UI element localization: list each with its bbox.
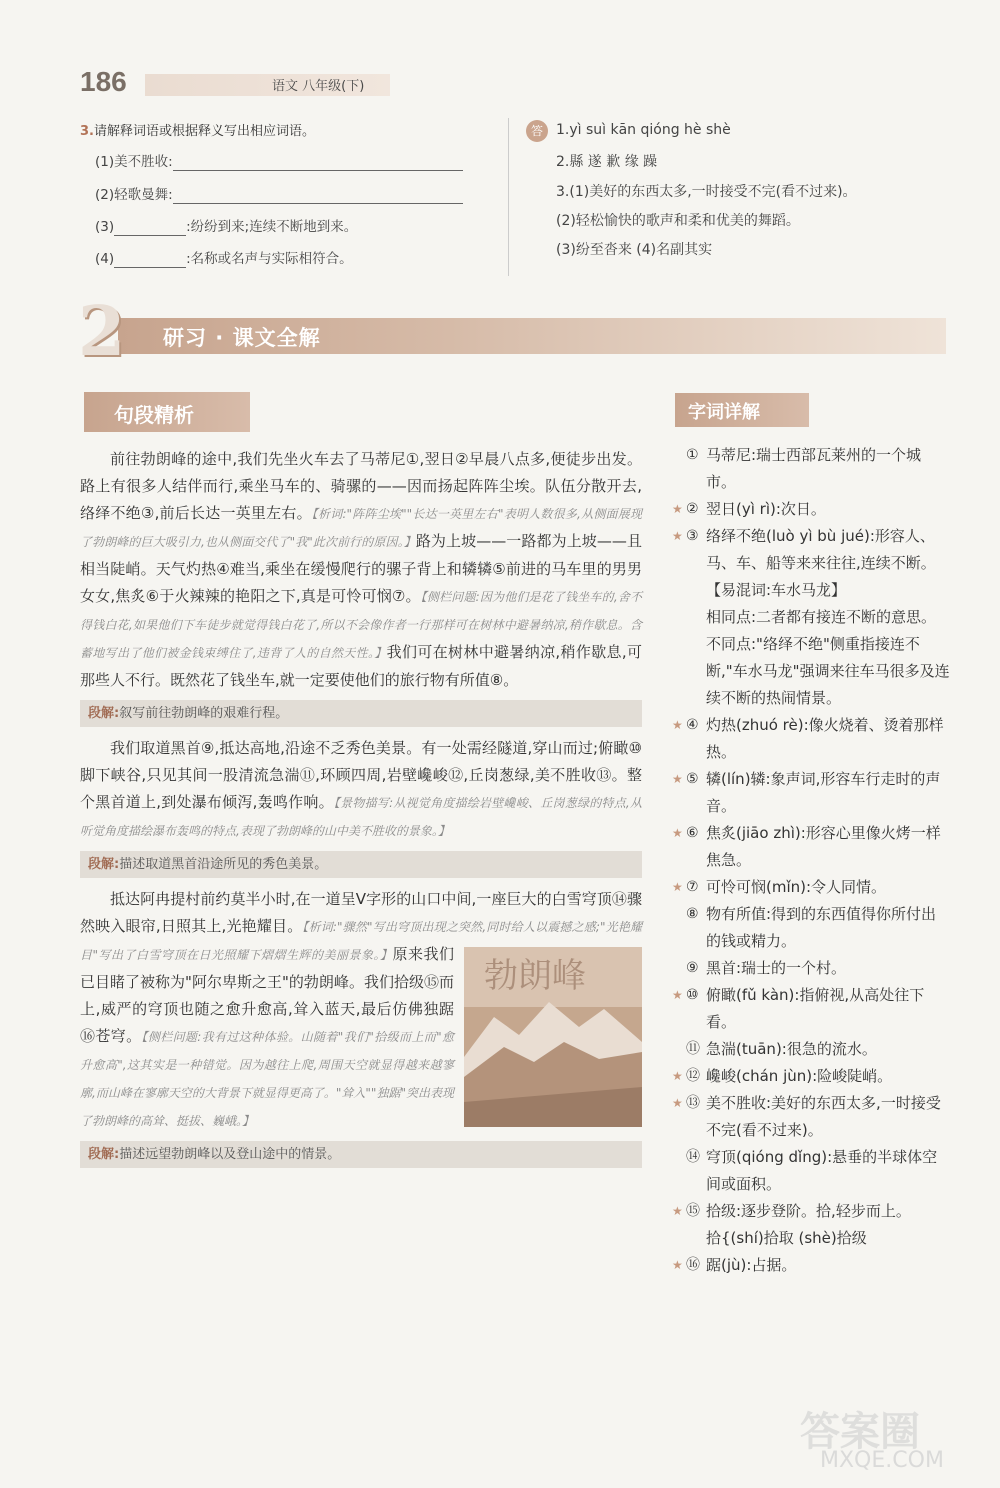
exercise-item-label: (4) bbox=[95, 251, 115, 267]
summary-label: 段解: bbox=[88, 1147, 120, 1162]
summary-label: 段解: bbox=[88, 857, 120, 872]
glossary-entry bbox=[672, 1036, 950, 1063]
glossary-subnote: 不同点:"络绎不绝"侧重指接连不断,"车水马龙"强调来往车马很多及连续不断的热闹情景。 bbox=[706, 635, 950, 707]
section-number: 2 bbox=[78, 292, 126, 372]
glossary-subnote: 【易混词:车水马龙】 bbox=[706, 581, 847, 599]
entry-text: 穹顶(qióng dǐng):悬垂的半球体空间或面积。 bbox=[706, 1148, 938, 1193]
summary-text: 叙写前往勃朗峰的艰难行程。 bbox=[119, 706, 289, 721]
answer-blank[interactable] bbox=[173, 154, 463, 171]
glossary-entry bbox=[672, 1252, 950, 1279]
entry-text: 美不胜收:美好的东西太多,一时接受不完(看不过来)。 bbox=[706, 1094, 941, 1139]
entry-number: ③ bbox=[686, 528, 699, 544]
star-icon: ★ bbox=[672, 1258, 683, 1272]
column-divider bbox=[508, 118, 509, 276]
page-number: 186 bbox=[80, 66, 127, 97]
glossary-entry bbox=[672, 1063, 950, 1090]
star-icon: ★ bbox=[672, 988, 683, 1002]
entry-number: ⑮ bbox=[686, 1203, 700, 1219]
star-icon: ★ bbox=[672, 718, 683, 732]
star-icon: ★ bbox=[672, 880, 683, 894]
entry-text: 黑首:瑞士的一个村。 bbox=[706, 959, 847, 977]
exercise-item-label: (1)美不胜收: bbox=[95, 154, 173, 170]
entry-number: ⑧ bbox=[686, 906, 699, 922]
annotation-note: 【析词:"阵阵尘埃""长达一英里左右"表明人数很多,从侧面展现了勃朗峰的巨大吸引力,也从侧面交代了"我"此次前行的原因。】 bbox=[80, 507, 642, 549]
glossary-entry bbox=[672, 1090, 950, 1144]
entry-number: ⑤ bbox=[686, 771, 699, 787]
annotation-note: 【景物描写:从视觉角度描绘岩壁巉峻、丘岗葱绿的特点,从听觉角度描绘瀑布轰鸣的特点,表现了勃朗峰的山中美不胜收的景象。】 bbox=[80, 796, 642, 838]
entry-text: 络绎不绝(luò yì bù jué):形容人、马、车、船等来来往往,连续不断。 bbox=[706, 527, 936, 572]
passage-text: 我们可在树林中避暑纳凉,稍作歇息,可那些人不行。既然花了钱坐车,就一定要使他们的旅行物有所值⑧。 bbox=[80, 643, 642, 689]
answer-blank[interactable] bbox=[114, 219, 186, 236]
entry-text: 焦炙(jiāo zhì):形容心里像火烤一样焦急。 bbox=[706, 824, 941, 869]
entry-text: 拾级:逐步登阶。拾,轻步而上。 bbox=[706, 1202, 911, 1220]
mont-blanc-illustration bbox=[464, 947, 642, 1127]
exercise-item bbox=[95, 183, 463, 204]
mountain-image bbox=[464, 947, 642, 1127]
paragraph-summary bbox=[80, 851, 642, 878]
exercise-item-definition: :名称或名声与实际相符合。 bbox=[186, 251, 353, 267]
glossary-entry bbox=[672, 874, 950, 901]
entry-number: ⑯ bbox=[686, 1257, 700, 1273]
glossary-entry bbox=[672, 982, 950, 1036]
passage-text: 原来我们已目睹了被称为"阿尔卑斯之王"的勃朗峰。我们拾级⑮而上,威严的穹顶也随之愈升愈高,耸入蓝天,最后仿佛独踞⑯苍穹。 bbox=[80, 945, 454, 1045]
entry-number: ② bbox=[686, 501, 699, 517]
answer-line: 2.縣 遂 歉 缘 躁 bbox=[556, 154, 658, 170]
glossary-subnote: 相同点:二者都有接连不断的意思。 bbox=[706, 608, 937, 626]
entry-text: 可怜可悯(mǐn):令人同情。 bbox=[706, 878, 887, 896]
exercise-item bbox=[95, 215, 357, 236]
entry-number: ④ bbox=[686, 717, 699, 733]
entry-number: ⑩ bbox=[686, 987, 699, 1003]
passage-text: 路为上坡——一路都为上坡——且相当陡峭。天气灼热④难当,乘坐在缓慢爬行的骡子背上和辚辚⑤前进的马车里的男男女女,焦炙⑥于火辣辣的艳阳之下,真是可怜可悯⑦。 bbox=[80, 532, 642, 605]
summary-text: 描述远望勃朗峰以及登山途中的情景。 bbox=[119, 1147, 341, 1162]
star-icon: ★ bbox=[672, 1069, 683, 1083]
answer-line: (3)纷至沓来 (4)名副其实 bbox=[556, 242, 713, 258]
entry-number: ⑬ bbox=[686, 1095, 700, 1111]
entry-text: 急湍(tuān):很急的流水。 bbox=[706, 1040, 877, 1058]
entry-number: ⑥ bbox=[686, 825, 699, 841]
exercise-prompt-text: 请解释词语或根据释义写出相应词语。 bbox=[93, 124, 315, 139]
glossary-column bbox=[672, 442, 950, 1279]
passage-text: 前往勃朗峰的途中,我们先坐火车去了马蒂尼①,翌日②早晨八点多,便徒步出发。路上有很多人结伴而行,乘坐马车的、骑骡的——因而扬起阵阵尘埃。队伍分散开去,络绎不绝③,前后长达一英里左右。 bbox=[80, 450, 642, 522]
exercise-item-label: (2)轻歌曼舞: bbox=[95, 187, 173, 203]
glossary-entry bbox=[672, 712, 950, 766]
exercise-number: 3. bbox=[80, 124, 94, 139]
entry-number: ⑨ bbox=[686, 960, 699, 976]
passage-paragraph bbox=[80, 735, 642, 845]
watermark-url: MXQE.COM bbox=[820, 1448, 944, 1473]
star-icon: ★ bbox=[672, 772, 683, 786]
entry-text: 翌日(yì rì):次日。 bbox=[706, 500, 826, 518]
exercise-item bbox=[95, 150, 463, 171]
exercise-item bbox=[95, 247, 353, 268]
star-icon: ★ bbox=[672, 1096, 683, 1110]
exercise-item-label: (3) bbox=[95, 219, 115, 235]
answer-line: 3.(1)美好的东西太多,一时接受不完(看不过来)。 bbox=[556, 184, 857, 200]
paragraph-summary bbox=[80, 700, 642, 727]
annotation-note: 【侧栏问题:我有过这种体验。山随着"我们"拾级而上而"愈升愈高",这其实是一种错觉。因为越往上爬,周围天空就显得越来越寥廓,而山峰在寥廓天空的大背景下就显得更高了。"耸入""独踞"突出表现了勃朗峰的高耸、挺拔、巍峨。】 bbox=[80, 1030, 454, 1128]
glossary-entry bbox=[672, 955, 950, 982]
answer-line: 1.yì suì kān qióng hè shè bbox=[556, 122, 731, 138]
header-title: 语文 八年级(下) bbox=[272, 79, 365, 94]
glossary-entry bbox=[672, 523, 950, 577]
answer-blank[interactable] bbox=[173, 187, 463, 204]
glossary-heading: 字词详解 bbox=[688, 402, 760, 423]
entry-text: 马蒂尼:瑞士西部瓦莱州的一个城市。 bbox=[706, 446, 922, 491]
entry-number: ① bbox=[686, 447, 699, 463]
passage-paragraph bbox=[80, 446, 642, 694]
entry-text: 辚(lín)辚:象声词,形容车行走时的声音。 bbox=[706, 770, 941, 815]
glossary-entry bbox=[672, 766, 950, 820]
glossary-entry bbox=[672, 1198, 950, 1225]
entry-text: 巉峻(chán jùn):险峻陡峭。 bbox=[706, 1067, 893, 1085]
annotation-note: 【侧栏问题:因为他们是花了钱坐车的,舍不得钱白花,如果他们下车徒步就觉得钱白花了,所以不会像作者一行那样可在树林中避暑纳凉,稍作歇息。含蓄地写出了他们被金钱束缚住了,违背了人的自然天性。】 bbox=[80, 590, 642, 660]
entry-number: ⑭ bbox=[686, 1149, 700, 1165]
glossary-entry bbox=[672, 820, 950, 874]
passage-paragraph bbox=[80, 886, 642, 1135]
entry-number: ⑦ bbox=[686, 879, 699, 895]
entry-number: ⑪ bbox=[686, 1041, 700, 1057]
entry-text: 灼热(zhuó rè):像火烧着、烫着那样热。 bbox=[706, 716, 944, 761]
answer-blank[interactable] bbox=[114, 251, 186, 268]
glossary-subnote: 拾{(shí)拾取 (shè)拾级 bbox=[706, 1229, 867, 1247]
glossary-entry bbox=[672, 496, 950, 523]
entry-text: 俯瞰(fǔ kàn):指俯视,从高处往下看。 bbox=[706, 986, 925, 1031]
summary-label: 段解: bbox=[88, 706, 120, 721]
exercise-item-definition: :纷纷到来;连续不断地到来。 bbox=[186, 219, 358, 235]
entry-number: ⑫ bbox=[686, 1068, 700, 1084]
exercise-prompt bbox=[80, 120, 315, 139]
section-title: 研习 · 课文全解 bbox=[163, 326, 321, 350]
summary-text: 描述取道黑首沿途所见的秀色美景。 bbox=[119, 857, 328, 872]
star-icon: ★ bbox=[672, 1204, 683, 1218]
passage-column bbox=[80, 446, 642, 1176]
star-icon: ★ bbox=[672, 529, 683, 543]
star-icon: ★ bbox=[672, 502, 683, 516]
entry-text: 物有所值:得到的东西值得你所付出的钱或精力。 bbox=[706, 905, 937, 950]
answer-badge-icon: 答 bbox=[526, 120, 548, 142]
glossary-entry bbox=[672, 1144, 950, 1198]
image-caption: 勃朗峰 bbox=[484, 956, 586, 996]
passage-heading: 句段精析 bbox=[114, 403, 194, 427]
passage-text: 我们取道黑首⑨,抵达高地,沿途不乏秀色美景。有一处需经隧道,穿山而过;俯瞰⑩脚下峡谷,只见其间一股清流急湍⑪,环顾四周,岩壁巉峻⑫,丘岗葱绿,美不胜收⑬。整个黑首道上,到处瀑布倾泻,轰鸣作响。 bbox=[80, 739, 642, 811]
paragraph-summary bbox=[80, 1141, 642, 1168]
answer-line: (2)轻松愉快的歌声和柔和优美的舞蹈。 bbox=[556, 213, 800, 229]
passage-text: 抵达阿冉提村前约莫半小时,在一道呈V字形的山口中间,一座巨大的白雪穹顶⑭骤然映入眼帘,日照其上,光艳耀目。 bbox=[80, 890, 642, 935]
glossary-entry bbox=[672, 901, 950, 955]
glossary-entry bbox=[672, 442, 950, 496]
watermark-logo: 答案圈 bbox=[800, 1408, 920, 1455]
entry-text: 踞(jù):占据。 bbox=[706, 1256, 797, 1274]
annotation-note: 【析词:"骤然"写出穹顶出现之突然,同时给人以震撼之感;"光艳耀目"写出了白雪穹顶在日光照耀下熠熠生辉的美丽景象。】 bbox=[80, 920, 642, 962]
star-icon: ★ bbox=[672, 826, 683, 840]
